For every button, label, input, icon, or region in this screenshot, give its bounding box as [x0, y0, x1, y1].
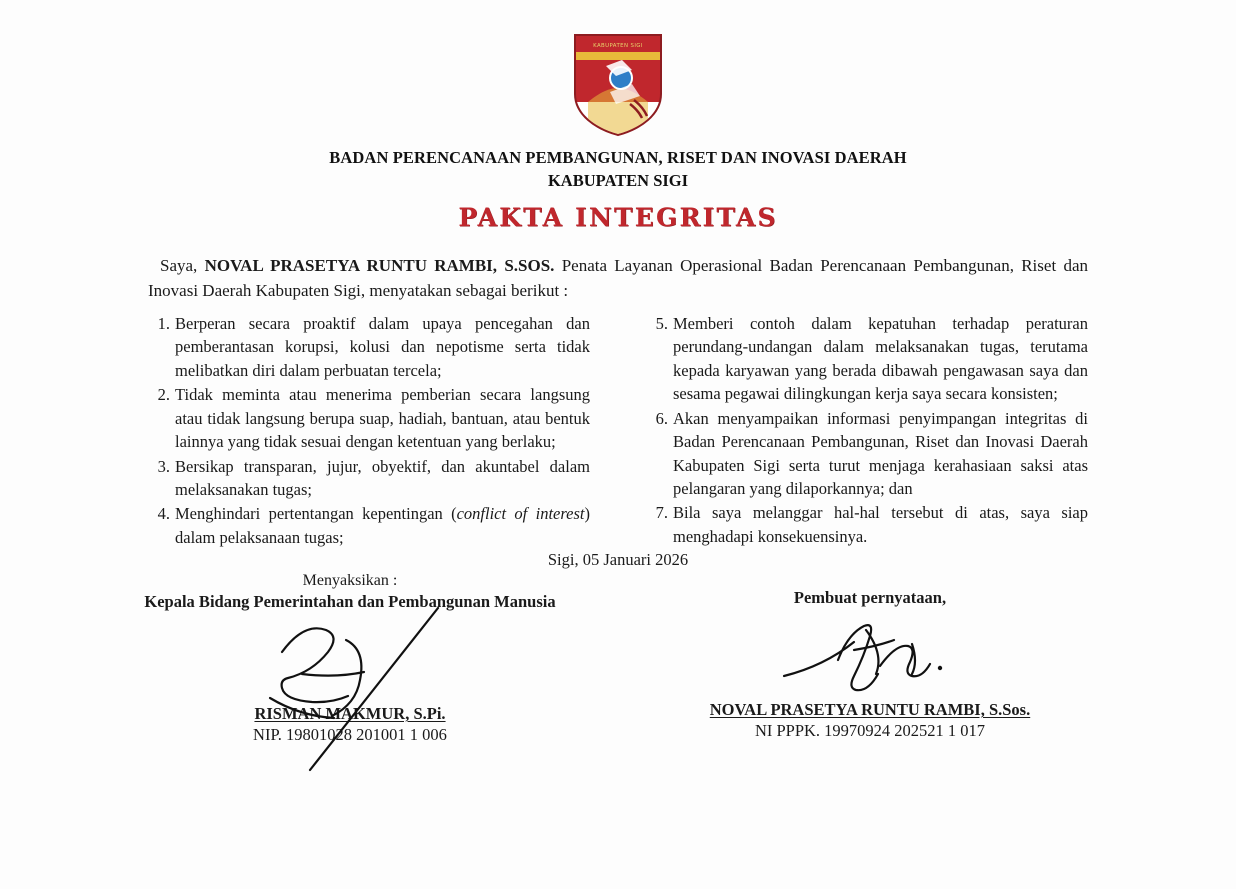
declarant-signature-name: NOVAL PRASETYA RUNTU RAMBI, S.Sos. [709, 700, 1031, 719]
list-item-text: Bila saya melanggar hal-hal tersebut di atas, saya siap menghadapi konsekuensinya. [673, 503, 1088, 546]
list-item [148, 312, 590, 382]
list-item [148, 455, 590, 502]
intro-paragraph [148, 254, 1088, 303]
witness-label: Menyaksikan : [302, 572, 398, 589]
declarant-signature-area [640, 608, 1100, 700]
witness-signature-area [120, 612, 580, 704]
list-item-text-italic: conflict of interest [456, 504, 585, 524]
statement-list-right [646, 312, 1088, 548]
header-institution-line: BADAN PERENCANAAN PEMBANGUNAN, RISET DAN INOVASI DAERAH [329, 148, 907, 167]
signature-block-declarant [640, 588, 1100, 741]
list-item [148, 502, 590, 549]
document-title: PAKTA INTEGRITAS [458, 203, 778, 232]
list-item-text: Tidak meminta atau menerima pemberian secara langsung atau tidak langsung berupa suap, hadiah, bantuan, atau bentuk lainnya yang tidak sesuai dengan ketentuan yang berlaku; [175, 385, 590, 452]
list-item-number: 4. [157, 504, 170, 524]
list-item-number: 6. [655, 408, 668, 428]
list-item-number: 2. [157, 385, 170, 405]
statement-columns [148, 312, 1088, 550]
list-item-number: 1. [157, 314, 170, 333]
witness-role: Kepala Bidang Pemerintahan dan Pembangunan Manusia [144, 592, 556, 611]
logo-container [0, 30, 1236, 138]
header-region-line: KABUPATEN SIGI [547, 171, 689, 190]
list-item-text: Akan menyampaikan informasi penyimpangan integritas di Badan Perencanaan Pembangunan, Riset dan Inovasi Daerah Kabupaten Sigi serta turut menjaga kerahasiaan saksi atas pelangaran yang dilaporkannya; dan [673, 408, 1088, 498]
statement-list-left [148, 312, 590, 549]
intro-prefix: Saya, [160, 256, 205, 275]
witness-nip: NIP. 19801028 201001 1 006 [253, 725, 447, 744]
list-item-text: Memberi contoh dalam kepatuhan terhadap peraturan perundang-undangan dalam melaksanakan tugas, terutama kepada karyawan yang berada dibawah pengawasan saya dan sesama pegawai dilingkungan kerja saya secara konsisten; [673, 314, 1088, 404]
declarant-name: NOVAL PRASETYA RUNTU RAMBI, S.SOS. [204, 256, 555, 275]
declarant-role-label: Pembuat pernyataan, [793, 588, 947, 607]
kabupaten-sigi-emblem-icon [570, 30, 666, 138]
statement-column-left [148, 312, 590, 550]
list-item [646, 501, 1088, 548]
list-item-text-before: Menghindari pertentangan kepentingan ( [175, 504, 457, 524]
statement-column-right [646, 312, 1088, 550]
list-item [148, 383, 590, 453]
declarant-id: NI PPPK. 19970924 202521 1 017 [754, 721, 986, 740]
intro-suffix: Penata Layanan Operasional Badan Perencanaan Pembangunan, Riset dan Inovasi Daerah Kabupaten Sigi, menyatakan sebagai berikut : [148, 256, 1088, 300]
emblem-text: KABUPATEN SIGI [593, 43, 643, 49]
list-item-text-after: ) dalam pelaksanaan tugas; [175, 504, 590, 547]
document-header [0, 148, 1236, 191]
list-item-number: 3. [157, 456, 170, 476]
list-item [646, 312, 1088, 406]
list-item [646, 407, 1088, 501]
signature-block-witness [120, 572, 580, 745]
witness-name: RISMAN MAKMUR, S.Pi. [254, 704, 446, 723]
list-item-text: Berperan secara proaktif dalam upaya pencegahan dan pemberantasan korupsi, kolusi dan nepotisme serta tidak melibatkan diri dalam perbuatan tercela; [175, 314, 590, 380]
handwritten-signature-icon [250, 600, 480, 780]
list-item-number: 7. [655, 503, 668, 523]
handwritten-signature-icon [780, 614, 980, 704]
date-line: Sigi, 05 Januari 2026 [547, 550, 689, 569]
list-item-text: Bersikap transparan, jujur, obyektif, dan akuntabel dalam melaksanakan tugas; [175, 456, 590, 499]
list-item-number: 5. [655, 314, 668, 333]
